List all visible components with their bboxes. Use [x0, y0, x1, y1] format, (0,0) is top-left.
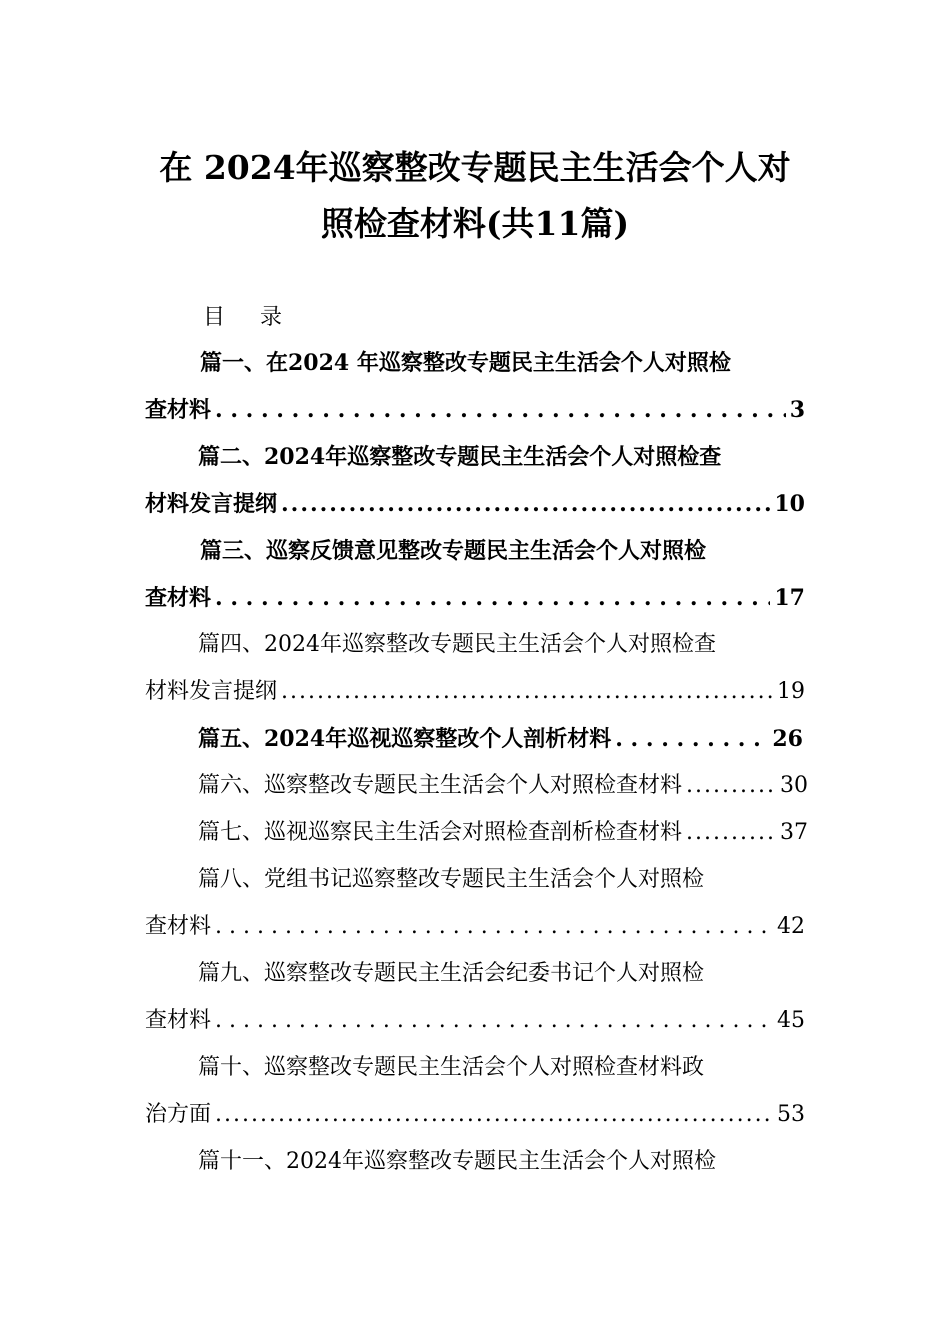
document-title	[100, 140, 850, 252]
toc-entry-8-title: 篇八、党组书记巡察整改专题民主生活会个人对照检	[198, 867, 705, 892]
toc-entry-11-title: 篇十一、2024年巡察整改专题民主生活会个人对照检	[198, 1149, 716, 1174]
toc-entry-3-title-cont: 查材料	[145, 585, 212, 611]
toc-entry-7	[198, 816, 808, 850]
toc-entry-6-title: 篇六、巡察整改专题民主生活会个人对照检查材料	[198, 773, 683, 798]
toc-leader-dots	[615, 722, 768, 756]
toc-entry-11-line1	[198, 1145, 716, 1179]
toc-entry-2-title-cont: 材料发言提纲	[145, 491, 278, 517]
toc-entry-9-title: 篇九、巡察整改专题民主生活会纪委书记个人对照检	[198, 961, 705, 986]
toc-entry-4-line1	[198, 628, 716, 662]
toc-leader-dots	[215, 581, 770, 615]
title-line-1: 在 2024年巡察整改专题民主生活会个人对	[159, 148, 791, 187]
toc-leader-dots	[215, 1098, 773, 1132]
toc-leader-dots	[215, 910, 773, 944]
toc-entry-6	[198, 769, 808, 803]
toc-leader-dots	[215, 1004, 773, 1038]
toc-entry-8-line2	[145, 910, 805, 944]
toc-entry-6-page: 30	[780, 773, 808, 798]
toc-leader-dots	[686, 769, 776, 803]
toc-entry-7-page: 37	[780, 820, 808, 845]
toc-entry-2-page: 10	[774, 491, 805, 517]
toc-entry-8-title-cont: 查材料	[145, 914, 212, 939]
toc-entry-9-title-cont: 查材料	[145, 1008, 212, 1033]
toc-entry-9-line2	[145, 1004, 805, 1038]
toc-entry-9-line1	[198, 957, 704, 991]
toc-leader-dots	[281, 675, 773, 709]
toc-entry-5-page: 26	[772, 726, 803, 752]
toc-entry-4-title-cont: 材料发言提纲	[145, 679, 278, 704]
toc-entry-7-title: 篇七、巡视巡察民主生活会对照检查剖析检查材料	[198, 820, 683, 845]
toc-entry-3-page: 17	[774, 585, 805, 611]
toc-entry-5-title: 篇五、2024年巡视巡察整改个人剖析材料	[198, 726, 612, 752]
title-line-2: 照检查材料(共11篇)	[320, 204, 630, 243]
toc-leader-dots	[215, 393, 786, 427]
toc-entry-1-title-cont: 查材料	[145, 397, 212, 423]
toc-entry-1-line2	[145, 393, 805, 427]
toc-entry-4-line2	[145, 675, 805, 709]
toc-entry-10-title: 篇十、巡察整改专题民主生活会个人对照检查材料政	[198, 1055, 705, 1080]
toc-entry-8-line1	[198, 863, 704, 897]
toc-entry-1-page: 3	[789, 397, 805, 423]
toc-entry-1-title: 篇一、在2024 年巡察整改专题民主生活会个人对照检	[200, 350, 731, 376]
toc-leader-dots	[686, 816, 776, 850]
toc-entry-2-line1	[198, 440, 721, 474]
toc-leader-dots	[281, 487, 770, 521]
toc-entry-2-title: 篇二、2024年巡察整改专题民主生活会个人对照检查	[198, 444, 722, 470]
toc-entry-5	[198, 722, 803, 756]
toc-entry-3-title: 篇三、巡察反馈意见整改专题民主生活会个人对照检	[200, 538, 707, 564]
toc-entry-10-page: 53	[777, 1102, 805, 1127]
toc-entry-3-line1	[200, 534, 706, 568]
toc-heading: 目 录	[203, 305, 296, 330]
toc-entry-8-page: 42	[777, 914, 805, 939]
toc-entry-4-title: 篇四、2024年巡察整改专题民主生活会个人对照检查	[198, 632, 716, 657]
toc-entry-1-line1	[200, 346, 731, 380]
toc-entry-10-line1	[198, 1051, 704, 1085]
toc-entry-3-line2	[145, 581, 805, 615]
toc-entry-10-line2	[145, 1098, 805, 1132]
toc-entry-4-page: 19	[777, 679, 805, 704]
toc-entry-2-line2	[145, 487, 805, 521]
toc-entry-10-title-cont: 治方面	[145, 1102, 212, 1127]
toc-entry-9-page: 45	[777, 1008, 805, 1033]
